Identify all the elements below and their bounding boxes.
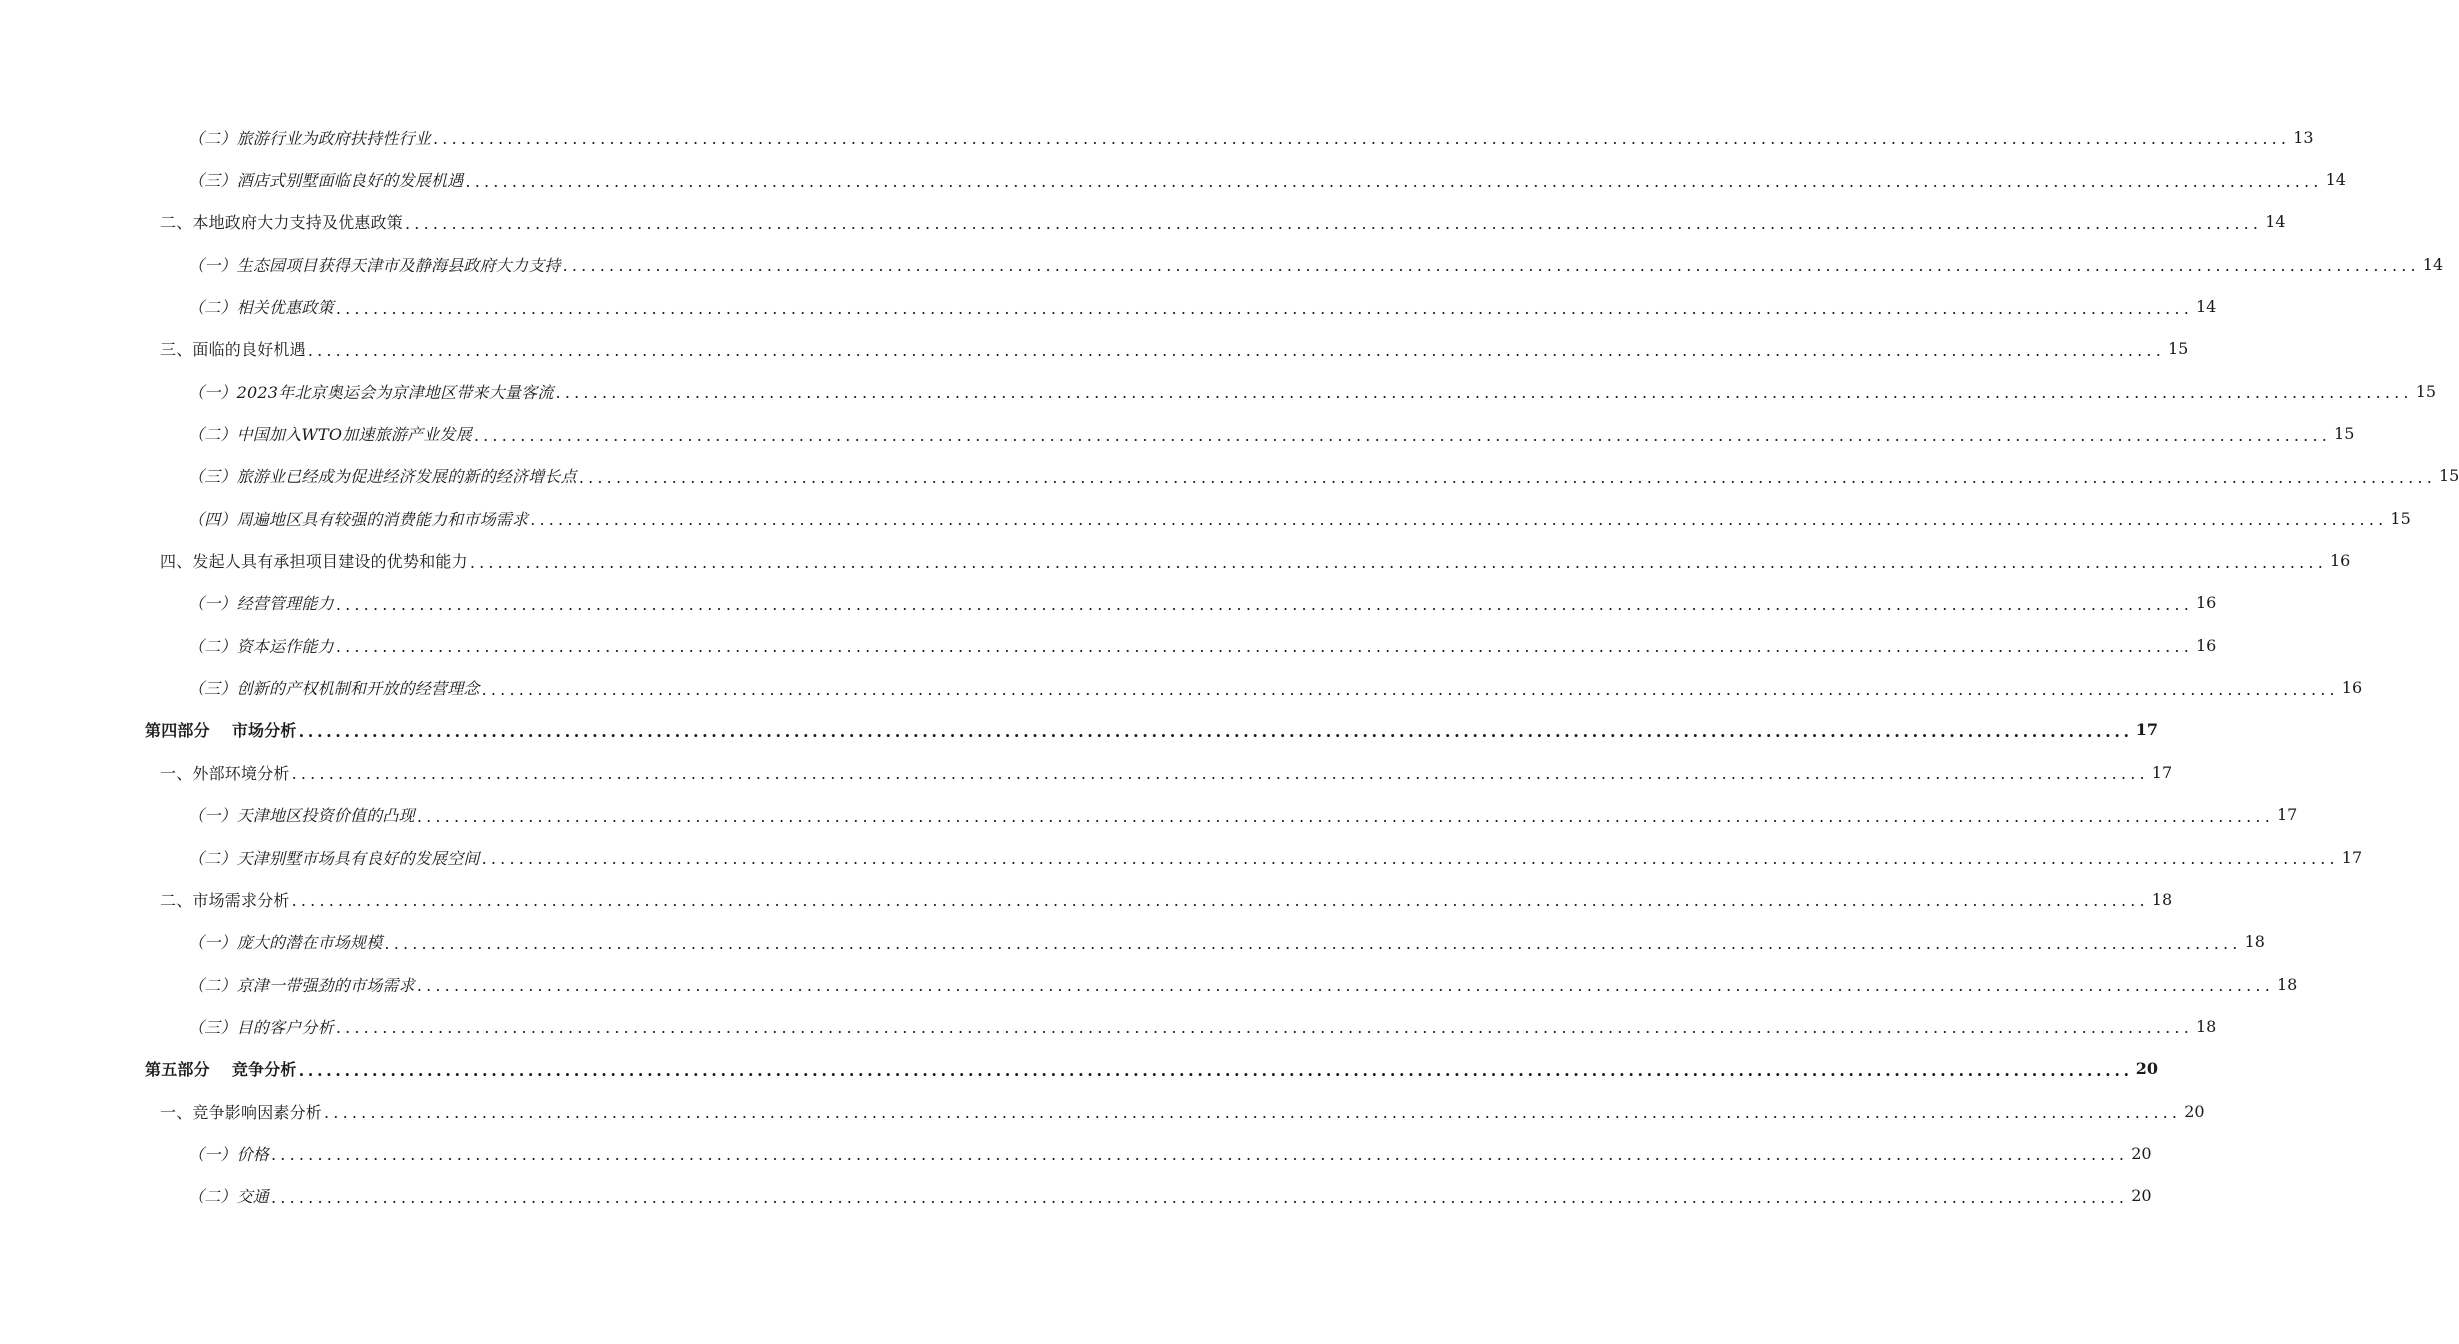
toc-leader-dots: ........................................................................................................................................................................................................ — [416, 976, 2274, 996]
toc-section-entry[interactable] — [0, 1090, 2205, 1132]
toc-page-number: 17 — [2151, 762, 2173, 782]
toc-entry-title: （一）价格 — [188, 1144, 270, 1164]
toc-entry-title: （一）生态园项目获得天津市及静海县政府大力支持 — [188, 255, 561, 275]
toc-leader-dots: ........................................................................................................................................................................................................ — [271, 1187, 2129, 1207]
toc-page-number: 15 — [2390, 508, 2411, 528]
toc-entry-title: （四）周遍地区具有较强的消费能力和市场需求 — [188, 509, 529, 529]
toc-leader-dots: ........................................................................................................................................................................................................ — [469, 552, 2327, 572]
toc-entry-title: （二）资本运作能力 — [188, 636, 334, 656]
toc-entry-title: （二）相关优惠政策 — [188, 298, 334, 318]
toc-subsection-entry[interactable] — [0, 497, 2411, 539]
toc-subsection-entry[interactable] — [0, 921, 2265, 963]
toc-subsection-entry[interactable] — [0, 116, 2314, 158]
toc-entry-title: （二）交通 — [188, 1187, 270, 1207]
toc-subsection-entry[interactable] — [0, 158, 2346, 200]
toc-leader-dots: ........................................................................................................................................................................................................ — [298, 721, 2133, 741]
toc-entry-title: （一）庞大的潜在市场规模 — [188, 933, 383, 953]
toc-leader-dots: ........................................................................................................................................................................................................ — [481, 849, 2339, 869]
toc-section-entry[interactable] — [0, 201, 2286, 243]
toc-subsection-entry[interactable] — [0, 624, 2217, 666]
toc-page-number: 17 — [2341, 847, 2363, 867]
toc-entry-title: （一）2023年北京奥运会为京津地区带来大量客流 — [188, 382, 554, 402]
toc-page-number: 15 — [2415, 381, 2437, 401]
toc-page-number: 14 — [2325, 170, 2346, 190]
toc-leader-dots: ........................................................................................................................................................................................................ — [465, 171, 2323, 191]
toc-leader-dots: ........................................................................................................................................................................................................ — [416, 806, 2274, 826]
toc-subsection-entry[interactable] — [0, 455, 2459, 497]
toc-entry-title: （三）酒店式别墅面临良好的发展机遇 — [188, 171, 464, 191]
toc-subsection-entry[interactable] — [0, 794, 2298, 836]
toc-leader-dots: ........................................................................................................................................................................................................ — [335, 637, 2193, 657]
toc-page-number: 15 — [2334, 424, 2355, 444]
toc-leader-dots: ........................................................................................................................................................................................................ — [271, 1145, 2129, 1165]
toc-subsection-entry[interactable] — [0, 243, 2444, 285]
toc-page-number: 18 — [2196, 1016, 2217, 1036]
toc-entry-title: 二、本地政府大力支持及优惠政策 — [160, 213, 404, 233]
toc-leader-dots: ........................................................................................................................................................................................................ — [433, 129, 2291, 149]
toc-entry-title: （二）旅游行业为政府扶持性行业 — [188, 128, 432, 148]
toc-leader-dots: ........................................................................................................................................................................................................ — [324, 1103, 2182, 1123]
toc-page-number: 16 — [2341, 678, 2363, 698]
toc-leader-dots: ........................................................................................................................................................................................................ — [335, 594, 2193, 614]
toc-entry-title: 一、外部环境分析 — [160, 763, 290, 783]
toc-subsection-entry[interactable] — [0, 963, 2298, 1005]
toc-leader-dots: ........................................................................................................................................................................................................ — [335, 1018, 2193, 1038]
toc-section-entry[interactable] — [0, 751, 2173, 793]
toc-leader-dots: ........................................................................................................................................................................................................ — [578, 467, 2436, 487]
toc-page-number: 17 — [2277, 805, 2298, 825]
toc-leader-dots: ........................................................................................................................................................................................................ — [307, 340, 2165, 360]
toc-leader-dots: ........................................................................................................................................................................................................ — [291, 764, 2149, 784]
toc-subsection-entry[interactable] — [0, 836, 2363, 878]
toc-page-number: 17 — [2135, 720, 2158, 740]
toc-part-entry[interactable] — [0, 709, 2158, 751]
toc-section-entry[interactable] — [0, 878, 2173, 920]
toc-entry-title: （二）京津一带强劲的市场需求 — [188, 975, 415, 995]
toc-entry-title: （三）旅游业已经成为促进经济发展的新的经济增长点 — [188, 467, 577, 487]
toc-section-entry[interactable] — [0, 328, 2189, 370]
toc-page-number: 18 — [2244, 932, 2265, 952]
toc-leader-dots: ........................................................................................................................................................................................................ — [384, 933, 2242, 953]
toc-leader-dots: ........................................................................................................................................................................................................ — [298, 1060, 2133, 1080]
toc-page-number: 16 — [2196, 635, 2217, 655]
toc-subsection-entry[interactable] — [0, 666, 2363, 708]
toc-entry-title: 二、市场需求分析 — [160, 890, 290, 910]
toc-leader-dots: ........................................................................................................................................................................................................ — [473, 425, 2332, 445]
toc-section-entry[interactable] — [0, 539, 2351, 581]
toc-entry-title: （二）天津别墅市场具有良好的发展空间 — [188, 848, 480, 868]
toc-subsection-entry[interactable] — [0, 1175, 2152, 1217]
table-of-contents — [0, 116, 2459, 1217]
toc-entry-title: 三、面临的良好机遇 — [160, 340, 306, 360]
toc-part-name: 竞争分析 — [231, 1060, 297, 1080]
toc-part-entry[interactable] — [0, 1048, 2158, 1090]
toc-part-name: 市场分析 — [231, 721, 297, 741]
toc-entry-title: （二）中国加入WTO加速旅游产业发展 — [188, 425, 472, 445]
toc-page-number: 20 — [2184, 1101, 2205, 1121]
toc-entry-title — [145, 718, 297, 741]
toc-page-number: 20 — [2131, 1143, 2152, 1163]
toc-entry-title: （三）创新的产权机制和开放的经营理念 — [188, 679, 480, 699]
toc-subsection-entry[interactable] — [0, 412, 2355, 454]
toc-page-number: 15 — [2439, 466, 2459, 486]
toc-page-number: 13 — [2293, 127, 2314, 147]
toc-entry-title — [145, 1057, 297, 1080]
toc-subsection-entry[interactable] — [0, 285, 2217, 327]
toc-leader-dots: ........................................................................................................................................................................................................ — [530, 510, 2388, 530]
toc-entry-title: （一）经营管理能力 — [188, 594, 334, 614]
toc-leader-dots: ........................................................................................................................................................................................................ — [562, 256, 2420, 276]
toc-page-number: 14 — [2422, 254, 2444, 274]
toc-page-number: 18 — [2151, 889, 2173, 909]
toc-leader-dots: ........................................................................................................................................................................................................ — [555, 383, 2413, 403]
toc-subsection-entry[interactable] — [0, 582, 2217, 624]
toc-subsection-entry[interactable] — [0, 1005, 2217, 1047]
toc-part-number: 第五部分 — [145, 1060, 210, 1080]
toc-subsection-entry[interactable] — [0, 370, 2437, 412]
toc-entry-title: （一）天津地区投资价值的凸现 — [188, 806, 415, 826]
toc-entry-title: （三）目的客户分析 — [188, 1017, 334, 1037]
toc-page-number: 16 — [2330, 551, 2351, 571]
toc-part-number: 第四部分 — [145, 721, 210, 741]
toc-entry-title: 一、竞争影响因素分析 — [160, 1102, 323, 1122]
toc-leader-dots: ........................................................................................................................................................................................................ — [335, 298, 2193, 318]
toc-page-number: 15 — [2168, 339, 2189, 359]
toc-page-number: 16 — [2196, 593, 2217, 613]
toc-page-number: 20 — [2135, 1059, 2158, 1079]
toc-leader-dots: ........................................................................................................................................................................................................ — [481, 679, 2339, 699]
toc-leader-dots: ........................................................................................................................................................................................................ — [405, 213, 2263, 233]
toc-subsection-entry[interactable] — [0, 1132, 2152, 1174]
toc-leader-dots: ........................................................................................................................................................................................................ — [291, 891, 2149, 911]
toc-page-number: 14 — [2196, 297, 2217, 317]
toc-entry-title: 四、发起人具有承担项目建设的优势和能力 — [160, 552, 468, 572]
toc-page-number: 18 — [2277, 974, 2298, 994]
toc-page-number: 14 — [2265, 212, 2286, 232]
toc-page-number: 20 — [2131, 1186, 2152, 1206]
